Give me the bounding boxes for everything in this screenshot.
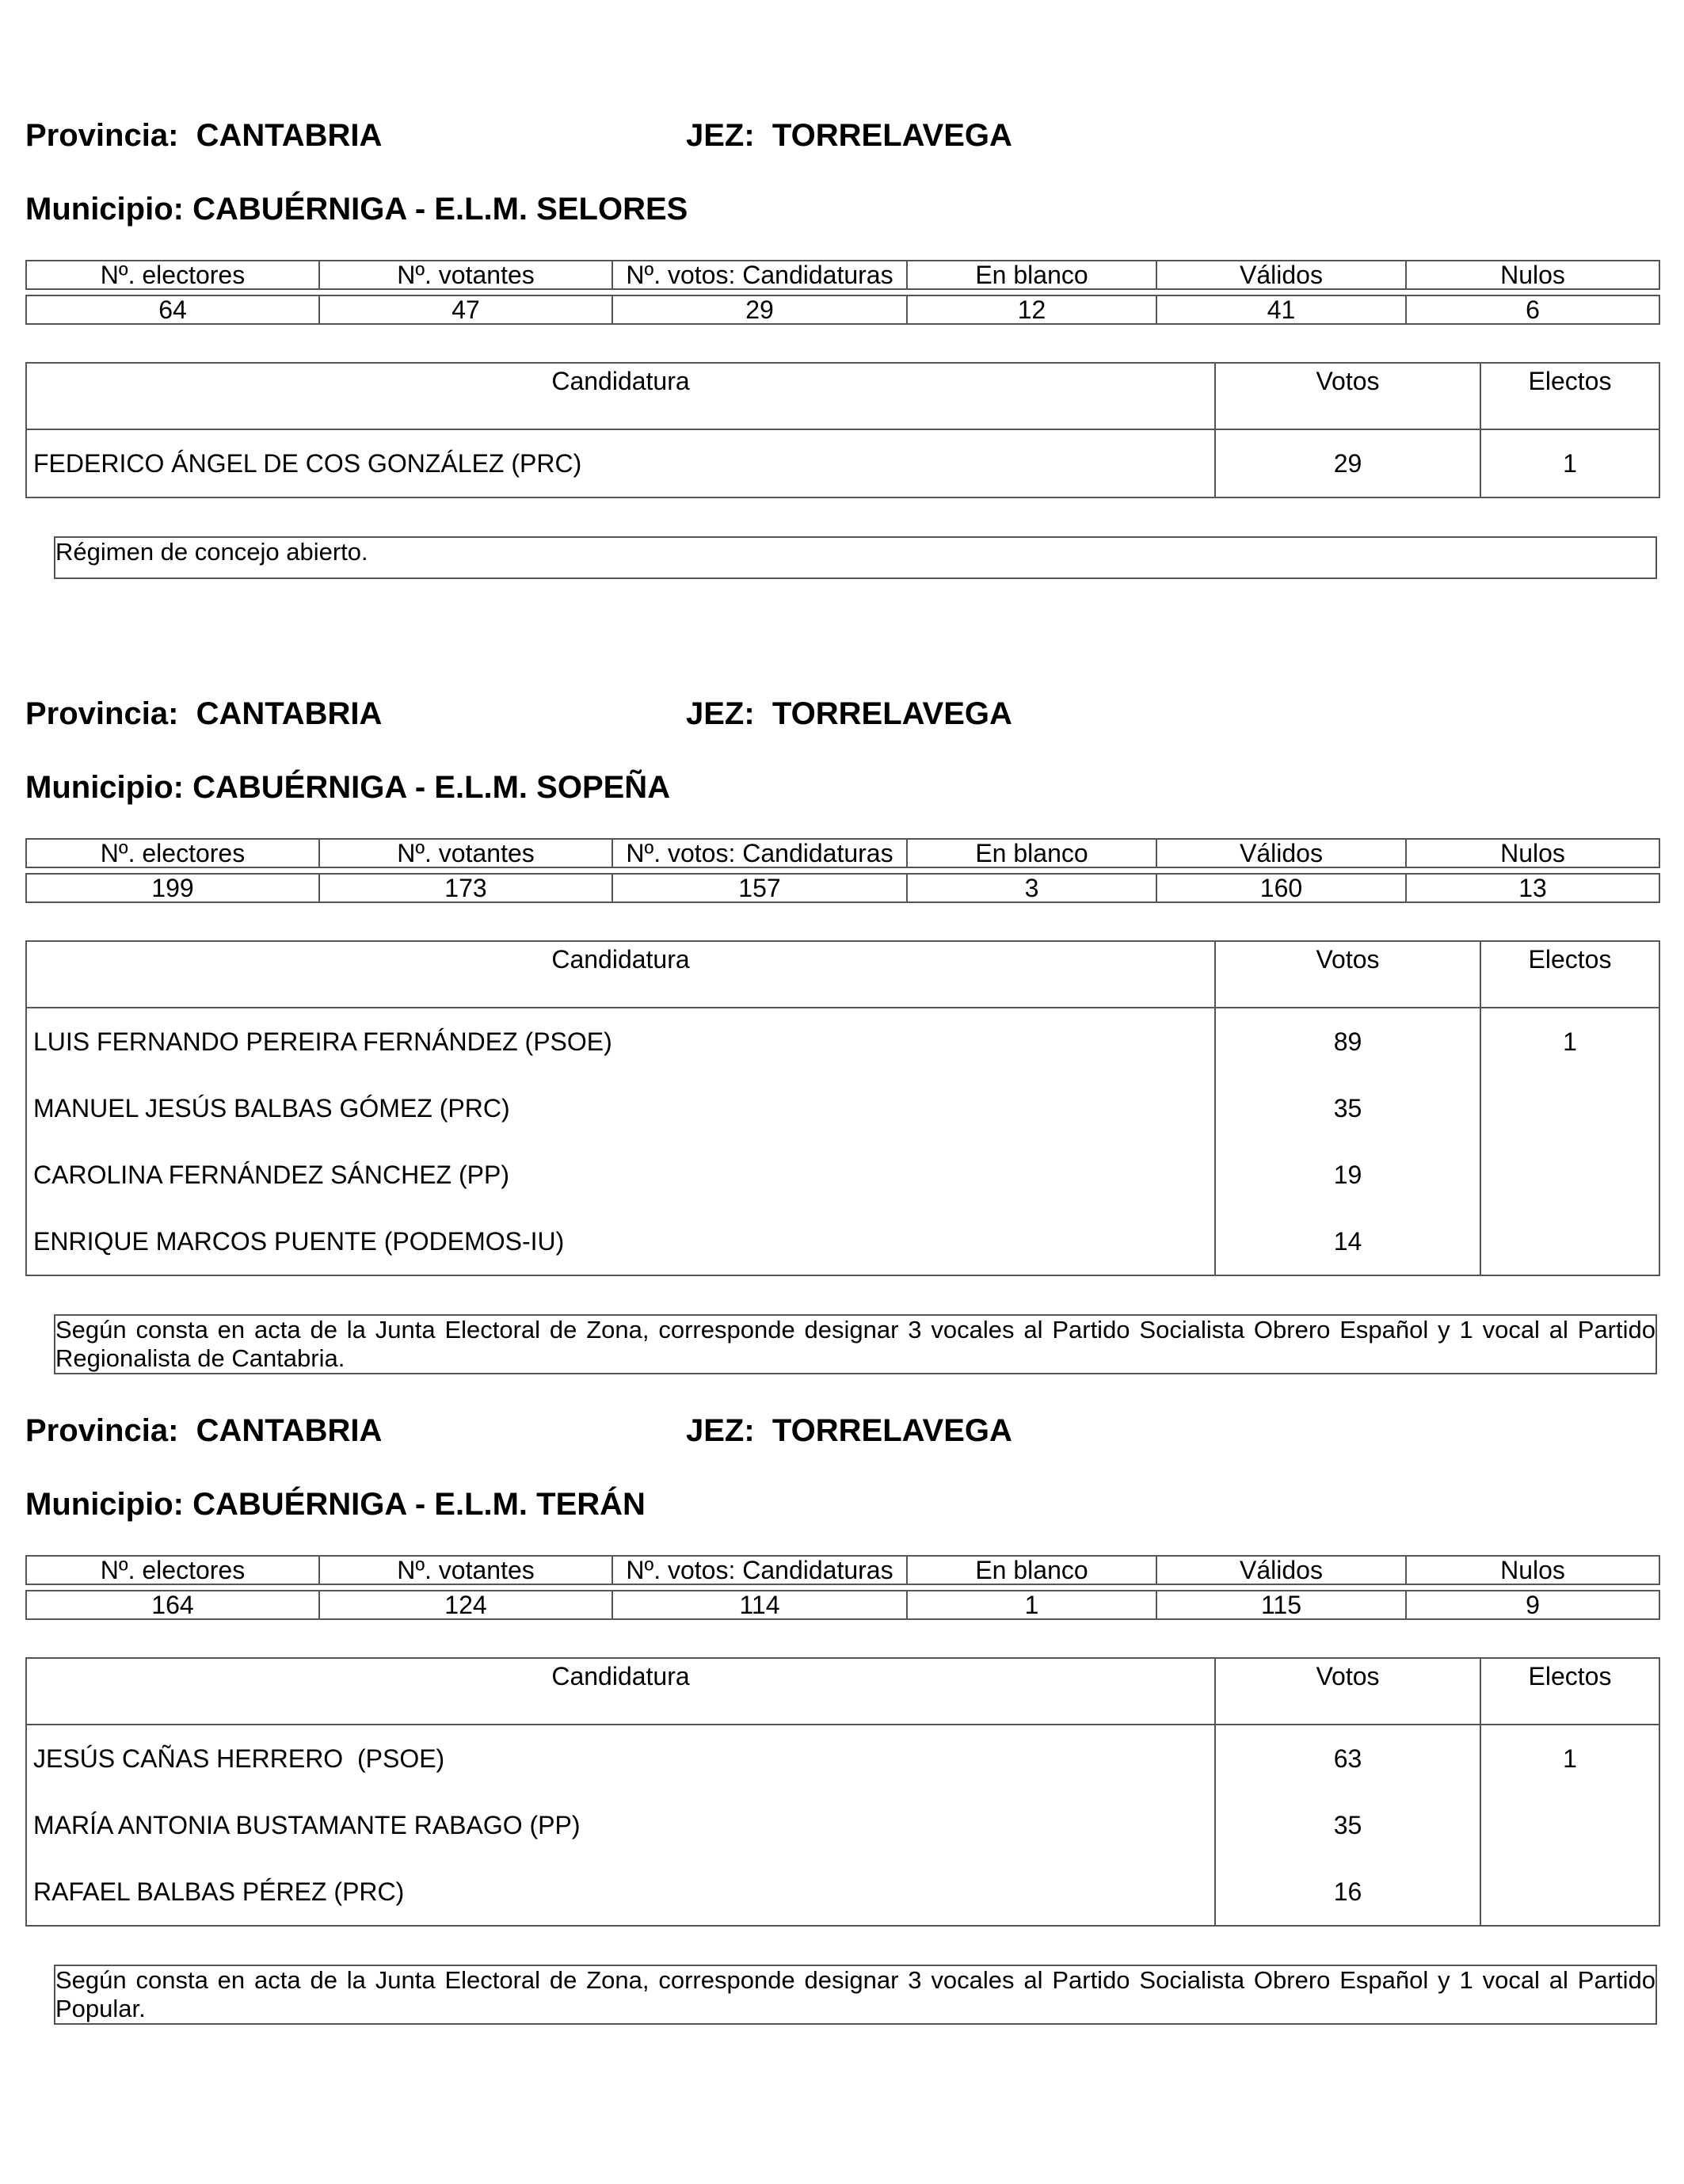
stat-value: 29: [612, 295, 907, 324]
candidate-row: [26, 1725, 1659, 1792]
candidate-name: LUIS FERNANDO PEREIRA FERNÁNDEZ (PSOE): [26, 1008, 1215, 1075]
candidate-elected: [1480, 1142, 1659, 1208]
jez-heading: JEZ: TORRELAVEGA: [686, 696, 1012, 731]
stat-value: 47: [319, 295, 612, 324]
provincia-heading: Provincia: CANTABRIA: [25, 696, 383, 731]
candidates-header-row: [26, 363, 1659, 429]
col-header-electos: Electos: [1480, 1658, 1659, 1725]
candidate-votes: 16: [1215, 1858, 1480, 1926]
candidate-name: FEDERICO ÁNGEL DE COS GONZÁLEZ (PRC): [26, 429, 1215, 497]
col-header-votos: Votos: [1215, 941, 1480, 1008]
stat-header: Nº. votantes: [319, 261, 612, 289]
stat-value: 1: [907, 1591, 1156, 1619]
stat-header: Válidos: [1156, 1556, 1406, 1584]
candidate-row: [26, 1792, 1659, 1858]
stat-header: Nº. votos: Candidaturas: [612, 261, 907, 289]
candidate-name: MARÍA ANTONIA BUSTAMANTE RABAGO (PP): [26, 1792, 1215, 1858]
results-section-selores: [25, 0, 1659, 634]
note-box: Según consta en acta de la Junta Electoral de Zona, corresponde designar 3 vocales al Partido Socialista Obrero Español y 1 vocal al Partido Popular.: [54, 1965, 1657, 2025]
candidate-elected: [1480, 1208, 1659, 1275]
stat-header: En blanco: [907, 261, 1156, 289]
candidate-name: JESÚS CAÑAS HERRERO (PSOE): [26, 1725, 1215, 1792]
stat-value: 6: [1406, 295, 1659, 324]
municipio-heading: Municipio: CABUÉRNIGA - E.L.M. SELORES: [25, 192, 688, 227]
results-section-teran: [25, 1301, 1659, 2022]
col-header-electos: Electos: [1480, 941, 1659, 1008]
stat-value: 9: [1406, 1591, 1659, 1619]
candidates-header-row: [26, 941, 1659, 1008]
stat-header: Nulos: [1406, 261, 1659, 289]
candidate-elected: 1: [1480, 1008, 1659, 1075]
stat-header: Nº. votantes: [319, 1556, 612, 1584]
col-header-candidatura: Candidatura: [26, 1658, 1215, 1725]
stat-value: 12: [907, 295, 1156, 324]
candidate-votes: 63: [1215, 1725, 1480, 1792]
candidate-row: [26, 429, 1659, 497]
stat-value: 41: [1156, 295, 1406, 324]
stat-header: En blanco: [907, 1556, 1156, 1584]
candidate-elected: 1: [1480, 429, 1659, 497]
stat-header: Válidos: [1156, 839, 1406, 867]
stats-header-row: [26, 1556, 1659, 1584]
candidate-name: MANUEL JESÚS BALBAS GÓMEZ (PRC): [26, 1075, 1215, 1142]
col-header-candidatura: Candidatura: [26, 941, 1215, 1008]
stat-value: 115: [1156, 1591, 1406, 1619]
candidate-name: ENRIQUE MARCOS PUENTE (PODEMOS-IU): [26, 1208, 1215, 1275]
jez-heading: JEZ: TORRELAVEGA: [686, 118, 1012, 153]
stat-header: Nulos: [1406, 839, 1659, 867]
candidate-votes: 35: [1215, 1075, 1480, 1142]
candidates-table: [25, 362, 1660, 498]
stat-value: 160: [1156, 874, 1406, 902]
stats-value-row: [26, 295, 1659, 324]
stats-value-row: [26, 874, 1659, 902]
stat-value: 3: [907, 874, 1156, 902]
stat-header: Nulos: [1406, 1556, 1659, 1584]
stat-header: Válidos: [1156, 261, 1406, 289]
col-header-electos: Electos: [1480, 363, 1659, 429]
stat-value: 13: [1406, 874, 1659, 902]
candidate-elected: [1480, 1075, 1659, 1142]
municipio-heading: Municipio: CABUÉRNIGA - E.L.M. TERÁN: [25, 1487, 646, 1522]
candidate-votes: 89: [1215, 1008, 1480, 1075]
municipio-heading: Municipio: CABUÉRNIGA - E.L.M. SOPEÑA: [25, 770, 671, 805]
candidate-name: RAFAEL BALBAS PÉREZ (PRC): [26, 1858, 1215, 1926]
candidate-elected: [1480, 1858, 1659, 1926]
candidate-elected: 1: [1480, 1725, 1659, 1792]
note-box: Régimen de concejo abierto.: [54, 536, 1657, 579]
stats-table: [25, 838, 1660, 903]
stat-header: Nº. electores: [26, 839, 319, 867]
stat-value: 64: [26, 295, 319, 324]
stat-header: En blanco: [907, 839, 1156, 867]
candidate-votes: 19: [1215, 1142, 1480, 1208]
stat-header: Nº. votantes: [319, 839, 612, 867]
stat-header: Nº. votos: Candidaturas: [612, 1556, 907, 1584]
candidate-row: [26, 1142, 1659, 1208]
stat-value: 164: [26, 1591, 319, 1619]
stats-table: [25, 1555, 1660, 1620]
candidates-header-row: [26, 1658, 1659, 1725]
provincia-heading: Provincia: CANTABRIA: [25, 1413, 383, 1448]
jez-heading: JEZ: TORRELAVEGA: [686, 1413, 1012, 1448]
stat-value: 157: [612, 874, 907, 902]
candidates-table: [25, 1657, 1660, 1927]
candidate-votes: 29: [1215, 429, 1480, 497]
candidates-table: [25, 940, 1660, 1276]
candidate-elected: [1480, 1792, 1659, 1858]
candidate-row: [26, 1008, 1659, 1075]
stat-value: 114: [612, 1591, 907, 1619]
col-header-votos: Votos: [1215, 1658, 1480, 1725]
col-header-votos: Votos: [1215, 363, 1480, 429]
provincia-heading: Provincia: CANTABRIA: [25, 118, 383, 153]
stats-table: [25, 260, 1660, 325]
candidate-row: [26, 1858, 1659, 1926]
candidate-votes: 35: [1215, 1792, 1480, 1858]
candidate-name: CAROLINA FERNÁNDEZ SÁNCHEZ (PP): [26, 1142, 1215, 1208]
candidate-votes: 14: [1215, 1208, 1480, 1275]
stats-value-row: [26, 1591, 1659, 1619]
candidate-row: [26, 1075, 1659, 1142]
note-box: Según consta en acta de la Junta Electoral de Zona, corresponde designar 3 vocales al Partido Socialista Obrero Español y 1 vocal al Partido Regionalista de Cantabria.: [54, 1314, 1657, 1374]
stat-value: 199: [26, 874, 319, 902]
stat-header: Nº. electores: [26, 1556, 319, 1584]
stat-header: Nº. votos: Candidaturas: [612, 839, 907, 867]
results-section-sopena: [25, 578, 1659, 1372]
col-header-candidatura: Candidatura: [26, 363, 1215, 429]
stats-header-row: [26, 839, 1659, 867]
stat-value: 124: [319, 1591, 612, 1619]
stat-value: 173: [319, 874, 612, 902]
stat-header: Nº. electores: [26, 261, 319, 289]
candidate-row: [26, 1208, 1659, 1275]
stats-header-row: [26, 261, 1659, 289]
